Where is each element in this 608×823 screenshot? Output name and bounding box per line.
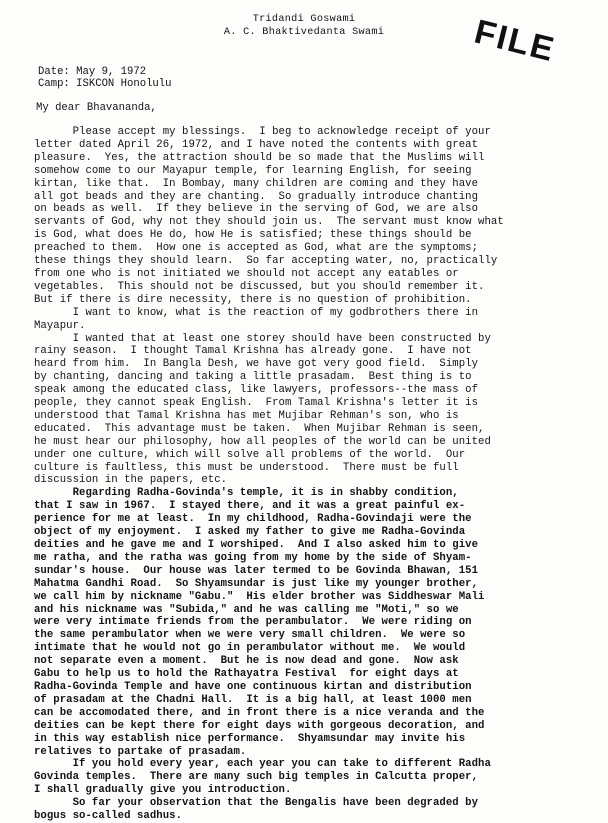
letter-line: Mahatma Gandhi Road. So Shyamsundar is just like my younger brother, — [34, 577, 479, 590]
letter-line: from one who is not initiated we should not accept any eatables or — [34, 267, 459, 280]
letter-line: intimate that he would not go in perambulator without me. We would — [34, 642, 466, 655]
sender-title: Tridandi Goswami — [252, 14, 356, 25]
letter-line: preached to them. How one is accepted as God, what are the symptoms; — [34, 242, 479, 255]
letter-line: relatives to partake of prasadam. — [34, 745, 247, 758]
letter-line: But if there is dire necessity, there is no question of prohibition. — [34, 293, 472, 306]
letter-line: we call him by nickname "Gabu." His elder brother was Siddheswar Mali — [34, 590, 485, 603]
letter-line: in this way establish nice performance. Shyamsundar may invite his — [34, 732, 466, 745]
letter-line: under one culture, which will solve all problems of the world. Our — [34, 448, 466, 461]
letter-line: by chanting, dancing and taking a little prasadam. Best thing is to — [34, 371, 472, 384]
letter-line: the same perambulator when we were very small children. We were so — [34, 629, 466, 642]
letter-line: culture is faultless, this must be understood. There must be full — [34, 461, 459, 474]
letter-line: I want to know, what is the reaction of my godbrothers there in — [34, 306, 479, 319]
letter-line: sundar's house. Our house was later termed to be Govinda Bhawan, 151 — [34, 564, 479, 577]
letter-line: letter dated April 26, 1972, and I have noted the contents with great — [34, 138, 479, 151]
letter-line: pleasure. Yes, the attraction should be so made that the Muslims will — [34, 151, 485, 164]
camp-line: Camp: ISKCON Honolulu — [38, 78, 172, 90]
letter-line: Please accept my blessings. I beg to acknowledge receipt of your — [34, 126, 491, 138]
letter-line: I shall gradually give you introduction. — [34, 784, 292, 797]
letter-line: can be accomodated there, and in front there is a nice veranda and the — [34, 706, 485, 719]
letter-line: is God, what does He do, how He is satisfied; these things should be — [34, 229, 472, 242]
letter-line: somehow come to our Mayapur temple, for learning English, for seeing — [34, 164, 472, 177]
letter-line: of prasadam at the Chadni Hall. It is a big hall, at least 1000 men — [34, 693, 472, 706]
letter-line: and his nickname was "Subida," and he was calling me "Moti," so we — [34, 603, 459, 616]
letter-line: perience for me at least. In my childhood, Radha-Govindaji were the — [34, 513, 472, 526]
letter-line: Govinda temples. There are many such big temples in Calcutta proper, — [34, 771, 479, 784]
letter-line: I wanted that at least one storey should have been constructed by — [34, 332, 491, 345]
letter-line: discussion in the papers, etc. — [34, 474, 228, 487]
letter-line: rainy season. I thought Tamal Krishna has already gone. I have not — [34, 345, 472, 358]
letter-line: object of my enjoyment. I asked my father to give me Radha-Govinda — [34, 526, 466, 539]
letter-line: deities and he gave me and I worshiped. And I also asked him to give — [34, 539, 479, 551]
date-line: Date: May 9, 1972 — [38, 66, 147, 78]
letter-line: bogus so-called sadhus. — [34, 810, 183, 823]
letter-line: Mayapur. — [34, 319, 86, 332]
letter-line: kirtan, like that. In Bombay, many children are coming and they have — [34, 177, 479, 190]
letter-line: not separate even a moment. But he is now dead and gone. Now ask — [34, 655, 459, 668]
letter-line: If you hold every year, each year you can take to different Radha — [34, 758, 491, 771]
letter-line: vegetables. This should not be discussed, but you should remember it. — [34, 280, 485, 293]
file-stamp: FILE — [470, 12, 560, 70]
letter-line: that I saw in 1967. I stayed there, and it was a great painful ex- — [34, 500, 466, 513]
letter-line: educated. This advantage must be taken. When Mujibar Rehman is seen, — [34, 422, 485, 435]
letter-line: people, they cannot speak English. From Tamal Krishna's letter it is — [34, 397, 479, 410]
letter-line: understood that Tamal Krishna has met Mujibar Rehman's son, who is — [34, 409, 459, 422]
letter-line: So far your observation that the Bengalis have been degraded by — [34, 797, 479, 810]
sender-name: A. C. Bhaktivedanta Swami — [223, 27, 385, 38]
letter-line: Regarding Radha-Govinda's temple, it is in shabby condition, — [34, 487, 459, 500]
letter-line: deities can be kept there for eight days with gorgeous decoration, and — [34, 719, 485, 732]
letter-line: me ratha, and the ratha was going from my home by the side of Shyam- — [34, 551, 472, 564]
letter-line: servants of God, why not they should join us. The servant must know what — [34, 216, 504, 229]
letter-line: heard from him. In Bangla Desh, we have got very good field. Simply — [34, 358, 479, 371]
letter-body — [34, 126, 594, 823]
letter-line: these things they should learn. So far accepting water, no, practically — [34, 255, 498, 268]
letter-line: Gabu to help us to hold the Rathayatra Festival for eight days at — [34, 668, 459, 681]
letter-line: Radha-Govinda Temple and have one continuous kirtan and distribution — [34, 680, 472, 693]
salutation: My dear Bhavananda, — [36, 102, 157, 114]
letter-line: speak among the educated class, like lawyers, professors--the mass of — [34, 384, 479, 397]
letter-line: he must hear our philosophy, how all peoples of the world can be united — [34, 435, 491, 448]
letter-line: were very intimate friends from the perambulator. We were riding on — [34, 616, 472, 629]
letter-line: on beads as well. If they believe in the serving of God, we are also — [34, 203, 479, 216]
letter-line: all got beads and they are chanting. So gradually introduce chanting — [34, 190, 479, 203]
